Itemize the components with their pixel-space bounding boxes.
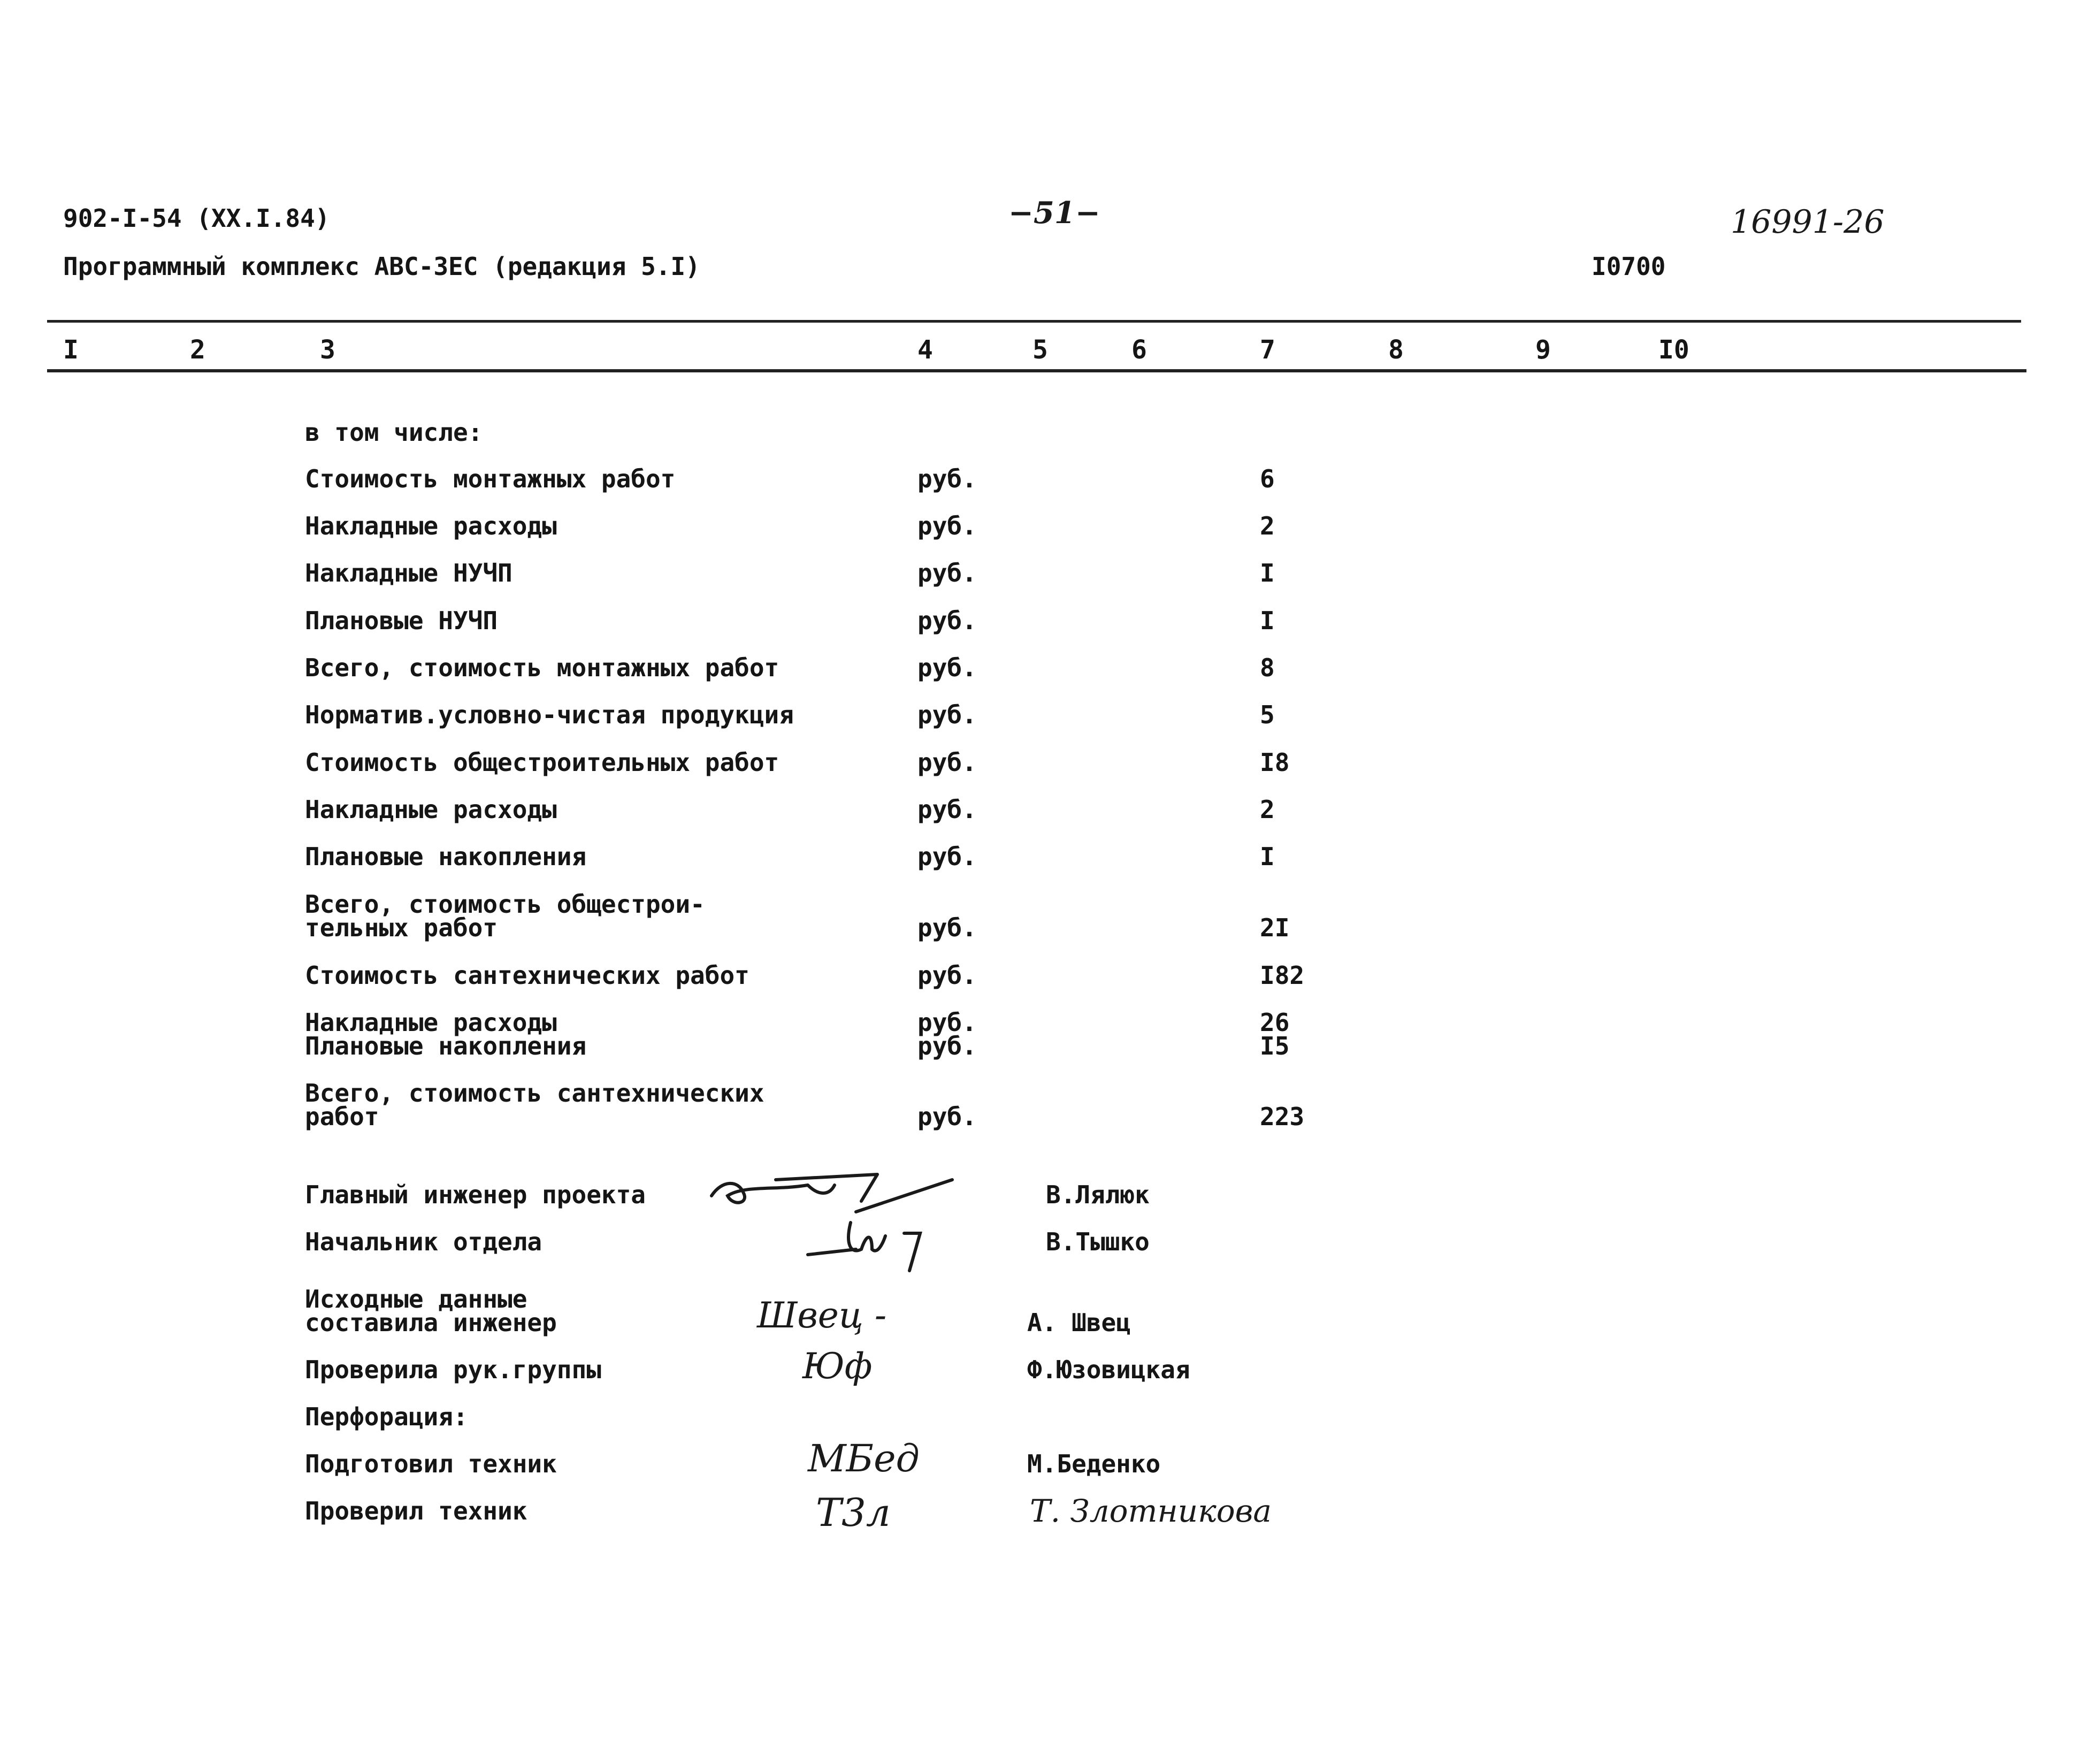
handwritten-signature: МБед xyxy=(808,1437,920,1480)
row-value: 5 xyxy=(1260,700,1275,729)
row-unit: руб. xyxy=(917,842,977,871)
row-unit: руб. xyxy=(917,795,977,824)
page-number: −51− xyxy=(1008,195,1100,231)
table-row xyxy=(305,1034,1375,1085)
column-header-5: 5 xyxy=(1032,335,1048,365)
row-value: I5 xyxy=(1260,1032,1290,1060)
row-label: Плановые накопления xyxy=(305,842,587,871)
column-header-7: 7 xyxy=(1260,335,1275,365)
table-row xyxy=(305,1081,1375,1150)
signature-role: Проверил техник xyxy=(305,1496,527,1525)
column-header-2: 2 xyxy=(190,335,205,365)
row-label-line2: тельных работ xyxy=(305,913,498,942)
table-row xyxy=(305,655,1375,707)
table-row xyxy=(305,797,1375,849)
column-header-10: I0 xyxy=(1658,335,1689,365)
column-header-9: 9 xyxy=(1535,335,1551,365)
row-unit: руб. xyxy=(917,700,977,729)
row-label: Стоимость сантехнических работ xyxy=(305,961,749,990)
row-label: Плановые НУЧП xyxy=(305,606,498,635)
row-label: Всего, стоимость монтажных работ xyxy=(305,653,779,682)
row-unit: руб. xyxy=(917,961,977,990)
row-value: 8 xyxy=(1260,653,1275,682)
row-label: Накладные расходы xyxy=(305,795,557,824)
table-row xyxy=(305,608,1375,660)
signature-name: В.Тышко xyxy=(1046,1227,1150,1256)
row-value: I xyxy=(1260,606,1275,635)
row-value: 2 xyxy=(1260,511,1275,540)
row-value: I xyxy=(1260,842,1275,871)
signature-name-handwritten: Т. Злотникова xyxy=(1030,1493,1272,1529)
signature-name: М.Беденко xyxy=(1027,1449,1161,1478)
row-unit: руб. xyxy=(917,1032,977,1060)
row-label-line1: Всего, стоимость сантехнических xyxy=(305,1079,764,1108)
row-value: 26 xyxy=(1260,1008,1290,1037)
row-label-line2: работ xyxy=(305,1102,379,1131)
document-code: 902-I-54 (XX.I.84) xyxy=(63,204,330,233)
row-unit: руб. xyxy=(917,559,977,587)
table-row xyxy=(305,511,1375,565)
sheet-code: I0700 xyxy=(1592,252,1666,281)
table-row xyxy=(305,750,1375,801)
table-row xyxy=(305,892,1375,961)
row-label: Стоимость общестроительных работ xyxy=(305,748,779,777)
row-unit: руб. xyxy=(917,464,977,493)
handwritten-signature: Т3л xyxy=(816,1490,891,1535)
row-label: Стоимость монтажных работ xyxy=(305,464,676,493)
row-value: I xyxy=(1260,559,1275,587)
row-unit: руб. xyxy=(917,913,977,942)
row-unit: руб. xyxy=(917,606,977,635)
table-row xyxy=(305,561,1375,612)
column-header-1: I xyxy=(63,335,79,365)
table-row xyxy=(305,702,1375,754)
signature-scribble xyxy=(797,1212,936,1276)
row-unit: руб. xyxy=(917,653,977,682)
handwritten-signature: Юф xyxy=(802,1346,873,1387)
signature-role-line2: составила инженер xyxy=(305,1308,557,1337)
row-unit: руб. xyxy=(917,1102,977,1131)
signature-name: В.Лялюк xyxy=(1046,1180,1150,1209)
row-label-line1: Всего, стоимость общестрои- xyxy=(305,890,705,919)
row-unit: руб. xyxy=(917,748,977,777)
row-unit: руб. xyxy=(917,1008,977,1037)
row-value: 223 xyxy=(1260,1102,1305,1131)
intro-text: в том числе: xyxy=(305,418,483,447)
signature-role-line1: Исходные данные xyxy=(305,1285,527,1314)
header-top-rule xyxy=(47,320,2021,323)
row-value: 2 xyxy=(1260,795,1275,824)
table-row xyxy=(305,963,1375,1014)
row-label: Плановые накопления xyxy=(305,1032,587,1060)
row-value: 6 xyxy=(1260,464,1275,493)
row-label: Накладные расходы xyxy=(305,1008,557,1037)
row-value: 2I xyxy=(1260,913,1290,942)
table-row xyxy=(305,844,1375,896)
handwritten-signature: Швец - xyxy=(757,1295,887,1336)
program-title: Программный комплекс АВС-ЗЕС (редакция 5.I) xyxy=(63,252,700,281)
perforation-heading: Перфорация: xyxy=(305,1402,468,1431)
signature-role: Проверила рук.группы xyxy=(305,1355,601,1384)
signature-role: Подготовил техник xyxy=(305,1449,557,1478)
row-label: Норматив.условно-чистая продукция xyxy=(305,700,794,729)
signature-role: Главный инженер проекта xyxy=(305,1180,646,1209)
header-bottom-rule xyxy=(47,369,2026,372)
signature-name: Ф.Юзовицкая xyxy=(1027,1355,1190,1384)
document-number: 16991-26 xyxy=(1731,203,1885,241)
column-header-6: 6 xyxy=(1131,335,1147,365)
signature-name: А. Швец xyxy=(1027,1308,1131,1337)
row-unit: руб. xyxy=(917,511,977,540)
row-label: Накладные НУЧП xyxy=(305,559,512,587)
row-label: Накладные расходы xyxy=(305,511,557,540)
signature-role: Начальник отдела xyxy=(305,1227,542,1256)
column-header-4: 4 xyxy=(917,335,933,365)
column-header-3: 3 xyxy=(320,335,335,365)
table-row xyxy=(305,464,1375,518)
row-value: I82 xyxy=(1260,961,1305,990)
row-value: I8 xyxy=(1260,748,1290,777)
column-header-8: 8 xyxy=(1388,335,1404,365)
